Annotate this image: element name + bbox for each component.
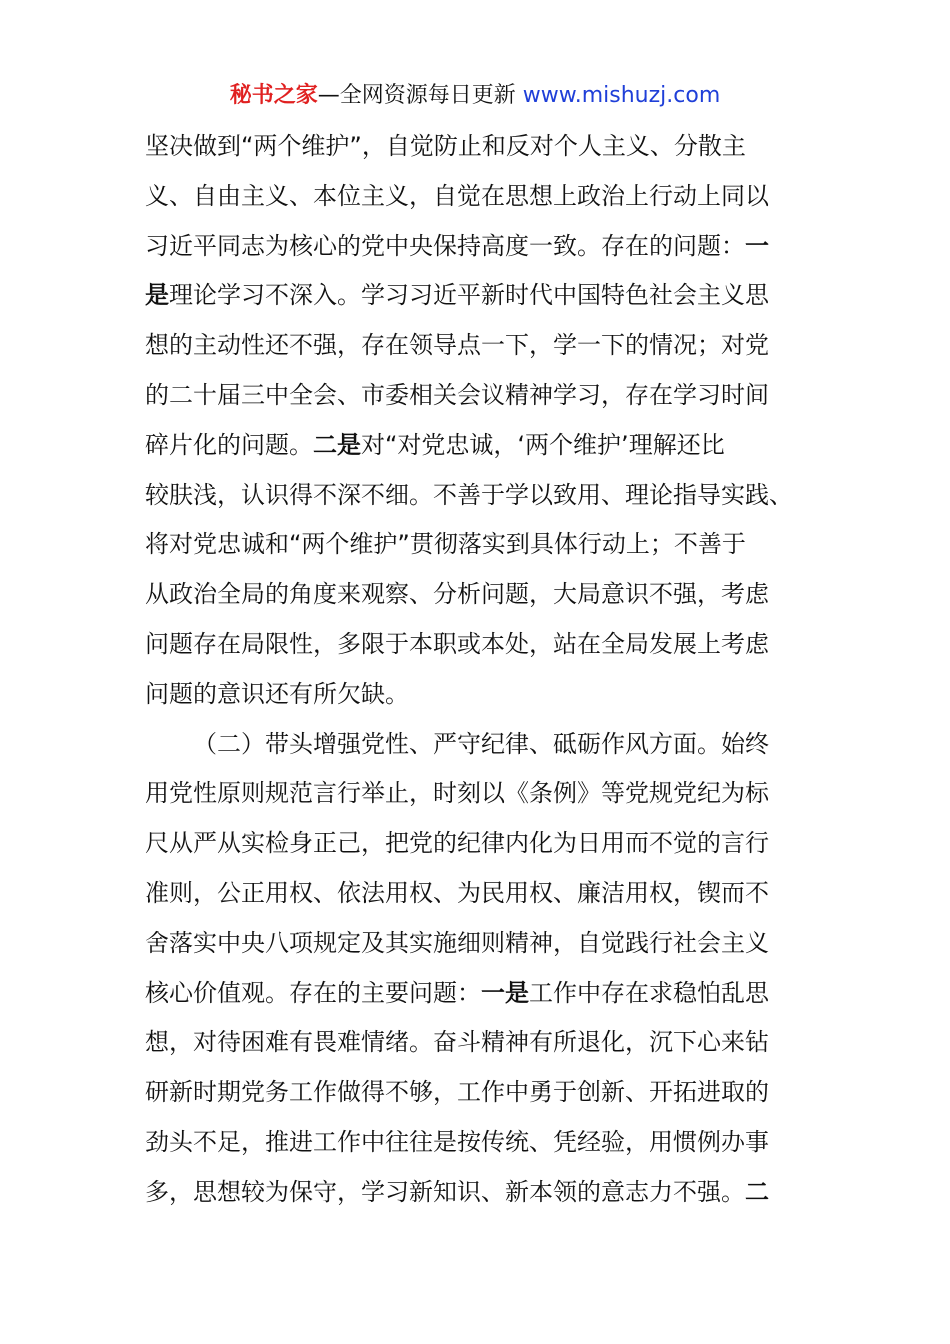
text-line <box>145 1118 805 1168</box>
text-line <box>145 769 805 819</box>
text-run: 习近平同志为核心的党中央保持高度一致。存在的问题： <box>145 231 745 260</box>
text-line <box>145 969 805 1019</box>
text-run: 用党性原则规范言行举止，时刻以《条例》等党规党纪为标 <box>145 779 769 808</box>
text-run: 多，思想较为保守，学习新知识、新本领的意志力不强。 <box>145 1177 745 1206</box>
text-line <box>145 919 805 969</box>
text-run: 坚决做到“两个维护”，自觉防止和反对个人主义、分散主 <box>145 132 746 160</box>
text-run: 想，对待困难有畏难情绪。奋斗精神有所退化，沉下心来钻 <box>145 1028 769 1057</box>
text-line <box>145 1018 805 1068</box>
text-line <box>145 1068 805 1118</box>
text-line <box>145 321 805 371</box>
text-run: 义、自由主义、本位主义，自觉在思想上政治上行动上同以 <box>145 181 769 210</box>
text-run: 理论学习不深入。学习习近平新时代中国特色社会主义思 <box>169 281 769 310</box>
text-run: 核心价值观。存在的主要问题： <box>145 978 481 1007</box>
bold-text: 一是 <box>481 978 529 1007</box>
text-run: 碎片化的问题。 <box>145 430 313 459</box>
text-line <box>145 869 805 919</box>
text-run: 舍落实中央八项规定及其实施细则精神，自觉践行社会主义 <box>145 928 769 957</box>
bold-text: 二是 <box>313 430 361 459</box>
text-line <box>145 520 805 570</box>
site-url-link[interactable]: www.mishuzj.com <box>522 83 721 108</box>
text-run: 的二十届三中全会、市委相关会议精神学习，存在学习时间 <box>145 380 769 409</box>
text-run: 准则，公正用权、依法用权、为民用权、廉洁用权，锲而不 <box>145 878 769 907</box>
text-line <box>145 620 805 670</box>
document-body <box>145 122 805 1218</box>
paragraph-first-line <box>145 720 805 770</box>
bold-text: 一 <box>745 231 769 260</box>
text-line <box>145 421 805 471</box>
text-run: 问题的意识还有所欠缺。 <box>145 679 409 708</box>
text-run: （二）带头增强党性、严守纪律、砥砺作风方面。始终 <box>193 729 769 758</box>
text-line <box>145 670 805 720</box>
text-line <box>145 371 805 421</box>
text-line <box>145 1168 805 1218</box>
text-run: 研新时期党务工作做得不够，工作中勇于创新、开拓进取的 <box>145 1078 769 1107</box>
text-run: 劲头不足，推进工作中往往是按传统、凭经验，用惯例办事 <box>145 1127 769 1156</box>
site-header <box>0 80 950 112</box>
text-run: 较肤浅，认识得不深不细。不善于学以致用、理论指导实践、 <box>145 480 793 509</box>
site-brand: 秘书之家 <box>229 83 318 108</box>
text-line <box>145 222 805 272</box>
text-line <box>145 471 805 521</box>
text-line <box>145 122 805 172</box>
text-run: 尺从严从实检身正己，把党的纪律内化为日用而不觉的言行 <box>145 829 769 858</box>
text-run: 从政治全局的角度来观察、分析问题，大局意识不强，考虑 <box>145 580 769 609</box>
text-run: 工作中存在求稳怕乱思 <box>529 978 769 1007</box>
text-line <box>145 271 805 321</box>
text-line <box>145 172 805 222</box>
text-run: 想的主动性还不强，存在领导点一下，学一下的情况；对党 <box>145 331 769 360</box>
site-tagline: —全网资源每日更新 <box>317 83 523 108</box>
bold-text: 是 <box>145 281 169 310</box>
text-line <box>145 570 805 620</box>
text-run: 问题存在局限性，多限于本职或本处，站在全局发展上考虑 <box>145 629 769 658</box>
text-run: 对“对党忠诚，‘两个维护’理解还比 <box>361 430 725 459</box>
text-line <box>145 819 805 869</box>
text-run: 将对党忠诚和“两个维护”贯彻落实到具体行动上；不善于 <box>145 530 746 559</box>
bold-text: 二 <box>745 1177 769 1206</box>
